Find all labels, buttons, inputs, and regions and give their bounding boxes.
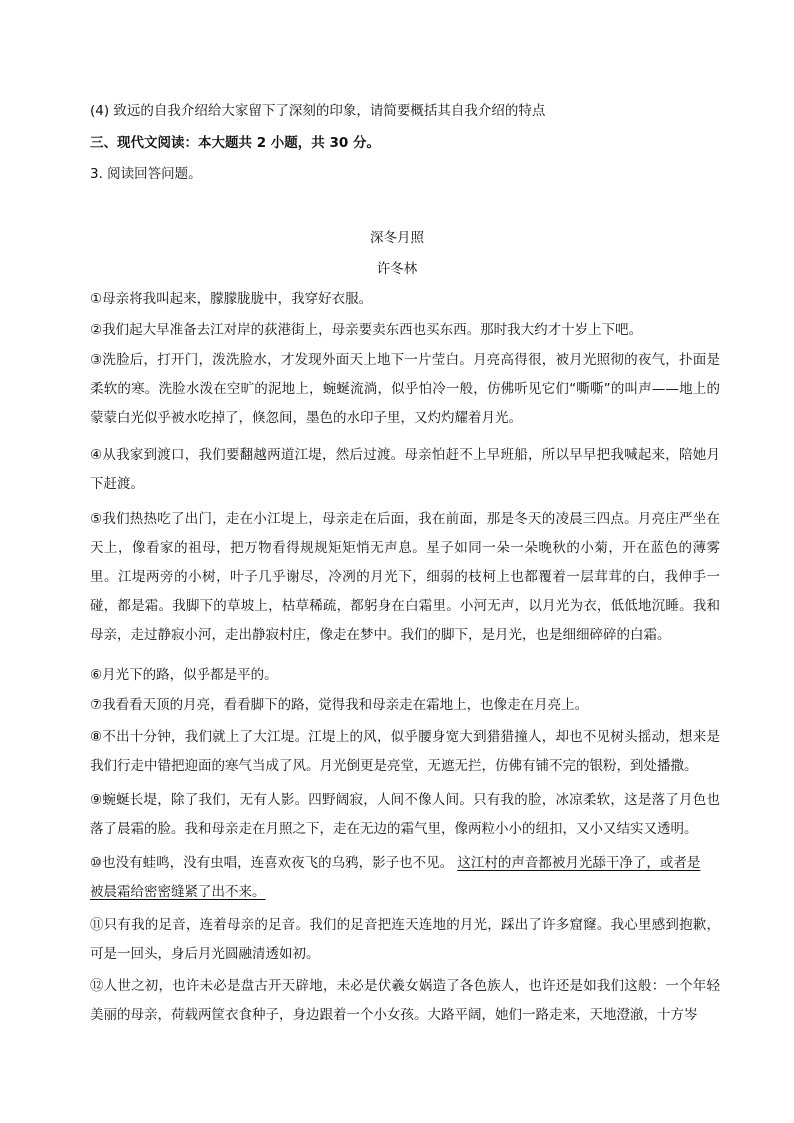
paragraph-5: ⑤我们热热吃了出门，走在小江堤上，母亲走在后面，我在前面，那是冬天的凌晨三四点。月亮庄严坐在天上，像看家的祖母，把万物看得规规矩矩悄无声息。星子如同一朵一朵晚秋的小菊，开在蓝色的薄雾里。江堤两旁的小树，叶子几乎谢尽，冷冽的月光下，细弱的枝柯上也都覆着一层茸茸的白，我伸手一碰，都是霜。我脚下的草坡上，枯草稀疏，都躬身在白霜里。小河无声，以月光为衣，低低地沉睡。我和母亲，走过静寂小河，走出静寂村庄，像走在梦中。我们的脚下，是月光，也是细细碎碎的白霜。 [90, 511, 720, 643]
paragraph-2: ②我们起大早准备去江对岸的荻港街上，母亲要卖东西也买东西。那时我大约才十岁上下吧。 [90, 322, 643, 338]
section-heading: 三、现代文阅读：本大题共 2 小题，共 30 分。 [90, 135, 380, 151]
paragraph-6: ⑥月光下的路，似乎都是平的。 [90, 667, 278, 683]
paragraph-7: ⑦我看看天顶的月亮，看看脚下的路，觉得我和母亲走在霜地上，也像走在月亮上。 [90, 697, 589, 713]
underlined-sentence-continued: 被晨霜给密密缝紧了出不来。 [90, 884, 266, 900]
article-author: 许冬林 [376, 261, 418, 277]
paragraph-10 [90, 849, 720, 907]
underlined-sentence: 这江村的声音都被月光舔干净了，或者是 [457, 855, 701, 871]
paragraph-12: ⑫人世之初，也许未必是盘古开天辟地，未必是伏羲女娲造了各色族人，也许还是如我们这般：一个年轻美丽的母亲，荷载两筐衣食种子，身边跟着一个小女孩。大路平阔，她们一路走来，天地澄澈，十方岑 [90, 978, 720, 1023]
paragraph-8: ⑧不出十分钟，我们就上了大江堤。江堤上的风，似乎腰身宽大到猎猎撞人，却也不见树头摇动，想来是我们行走中错把迎面的寒气当成了风。月光倒更是亮堂，无遮无拦，仿佛有铺不完的银粉，到处播撒。 [90, 729, 720, 774]
paragraph-4: ④从我家到渡口，我们要翻越两道江堤，然后过渡。母亲怕赶不上早班船，所以早早把我喊起来，陪她月下赶渡。 [90, 447, 720, 492]
paragraph-10-text: ⑩也没有蛙鸣，没有虫唱，连喜欢夜飞的乌鸦，影子也不见。 [90, 855, 454, 871]
question-3-intro: 3. 阅读回答问题。 [90, 166, 202, 182]
question-4: (4) 致远的自我介绍给大家留下了深刻的印象，请简要概括其自我介绍的特点 [90, 103, 546, 119]
paragraph-9: ⑨蜿蜒长堤，除了我们，无有人影。四野阔寂，人间不像人间。只有我的脸，冰凉柔软，这是落了月色也落了晨霜的脸。我和母亲走在月照之下，走在无边的霜气里，像两粒小小的纽扣，又小又结实又透明。 [90, 792, 720, 837]
paragraph-11: ⑪只有我的足音，连着母亲的足音。我们的足音把连天连地的月光，踩出了许多窟窿。我心里感到抱歉，可是一回头，身后月光圆融清透如初。 [90, 917, 720, 962]
article-title: 深冬月照 [370, 230, 424, 246]
paragraph-3: ③洗脸后，打开门，泼洗脸水，才发现外面天上地下一片莹白。月亮高得很，被月光照彻的夜气，扑面是柔软的寒。洗脸水泼在空旷的泥地上，蜿蜒流淌，似乎怕冷一般，仿佛听见它们“嘶嘶”的叫声——地上的蒙蒙白光似乎被水吃掉了，倏忽间，墨色的水印子里，又灼灼耀着月光。 [90, 352, 720, 426]
paragraph-1: ①母亲将我叫起来，朦朦胧胧中，我穿好衣服。 [90, 291, 373, 307]
